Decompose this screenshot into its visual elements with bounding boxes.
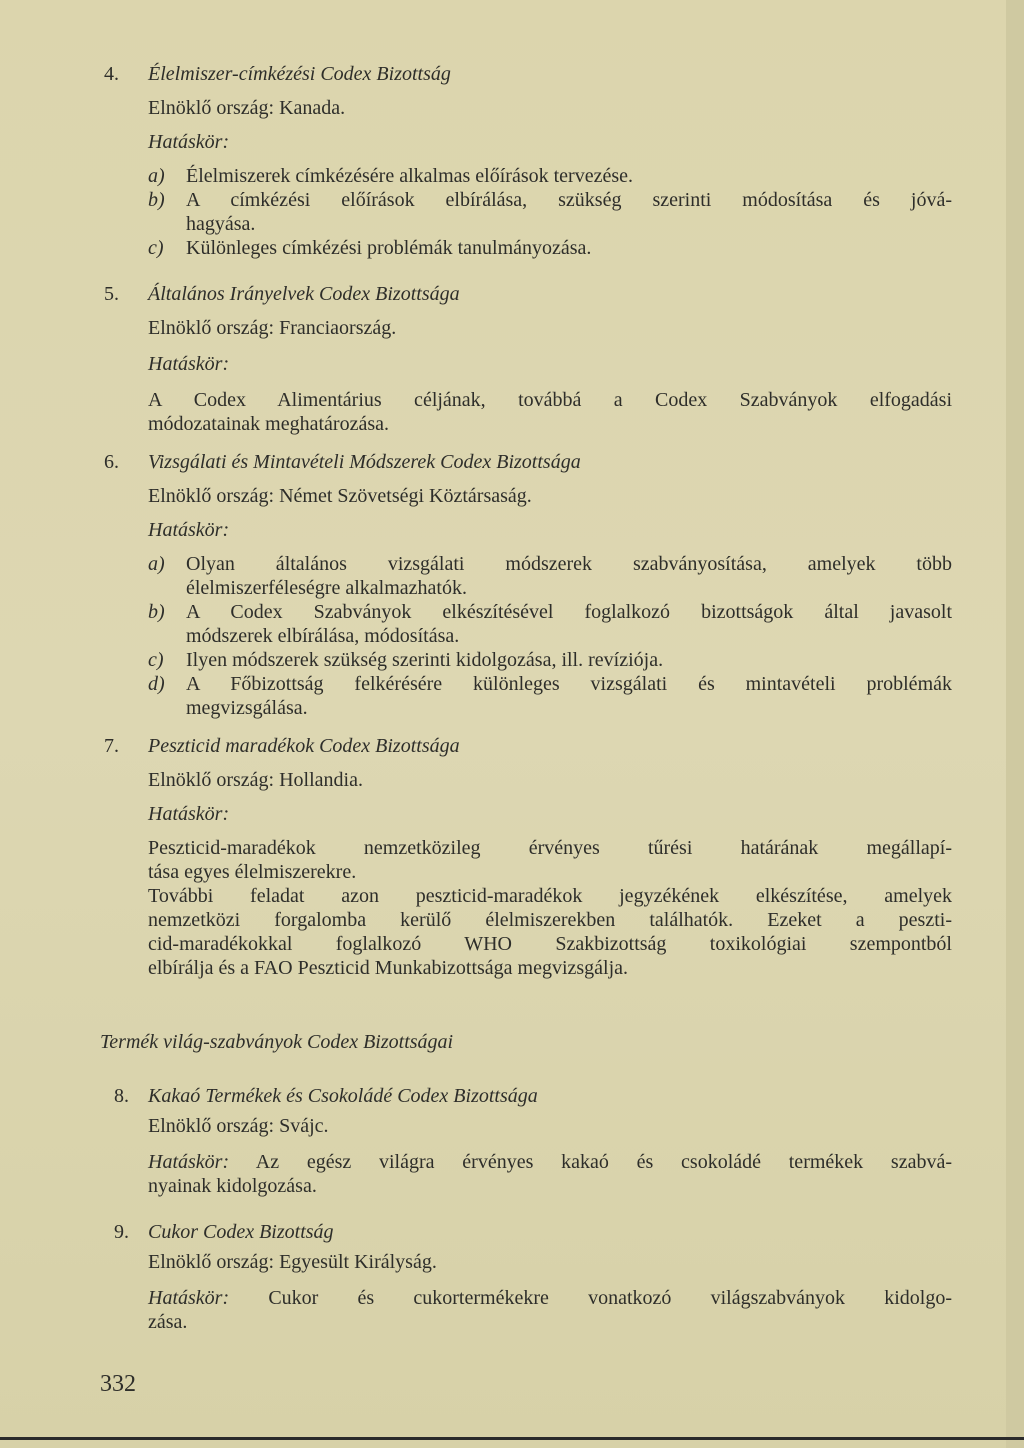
item-label: a) [148, 165, 165, 187]
item-text: A címkézési előírások elbírálása, szükség szerinti módosítása és jóvá- [186, 189, 952, 211]
committee-section-9 [100, 1220, 952, 1334]
section-number: 4. [104, 63, 119, 85]
scope-text: nyainak kidolgozása. [148, 1175, 317, 1197]
scope-label: Hatáskör: [148, 519, 230, 541]
item-label: c) [148, 649, 164, 671]
committee-title: Vizsgálati és Mintavételi Módszerek Codex Bizottsága [148, 451, 581, 473]
scope-text: elbírálja és a FAO Peszticid Munkabizottsága megvizsgálja. [148, 957, 629, 979]
scope-text [148, 1286, 952, 1310]
page-content [100, 62, 952, 1334]
scope-item-c [148, 648, 952, 672]
scope-item-a [148, 164, 952, 188]
section-number: 9. [114, 1221, 129, 1243]
page-number: 332 [100, 1371, 136, 1397]
bottom-rule [0, 1437, 1024, 1440]
scope-text: zása. [148, 1311, 188, 1333]
section-number: 6. [104, 451, 119, 473]
chair-country: Elnöklő ország: Német Szövetségi Köztársaság. [148, 485, 532, 507]
committee-section-7 [100, 734, 952, 980]
scope-text-inline: Az egész világra érvényes kakaó és csokoládé termékek szabvá- [229, 1151, 952, 1173]
scope-text: cid-maradékokkal foglalkozó WHO Szakbizottság toxikológiai szempontból [148, 933, 952, 955]
scope-item-c [148, 236, 952, 260]
committee-title: Általános Irányelvek Codex Bizottsága [148, 283, 460, 305]
item-text: Különleges címkézési problémák tanulmányozása. [186, 237, 592, 259]
item-label: b) [148, 601, 165, 623]
page-edge [1006, 0, 1024, 1448]
item-text: hagyása. [186, 213, 256, 235]
item-text: módszerek elbírálása, módosítása. [186, 625, 460, 647]
item-text: Olyan általános vizsgálati módszerek szabványosítása, amelyek több [186, 553, 952, 575]
scope-text: További feladat azon peszticid-maradékok jegyzékének elkészítése, amelyek [148, 885, 952, 907]
chair-country: Elnöklő ország: Svájc. [148, 1115, 329, 1137]
scope-item-b [148, 188, 952, 236]
item-text: Élelmiszerek címkézésére alkalmas előírások tervezése. [186, 165, 633, 187]
chair-country: Elnöklő ország: Egyesült Királyság. [148, 1251, 437, 1273]
scope-label: Hatáskör: [148, 353, 230, 375]
scope-text: módozatainak meghatározása. [148, 413, 389, 435]
scope-text: A Codex Alimentárius céljának, továbbá a Codex Szabványok elfogadási [148, 389, 952, 411]
item-text: megvizsgálása. [186, 697, 308, 719]
chair-country: Elnöklő ország: Kanada. [148, 97, 346, 119]
scope-label: Hatáskör: [148, 131, 230, 153]
committee-title: Peszticid maradékok Codex Bizottsága [148, 735, 460, 757]
scope-item-a [148, 552, 952, 600]
item-label: d) [148, 673, 165, 695]
committee-title: Kakaó Termékek és Csokoládé Codex Bizottsága [148, 1085, 538, 1107]
item-label: a) [148, 553, 165, 575]
chair-country: Elnöklő ország: Hollandia. [148, 769, 363, 791]
scope-label: Hatáskör: [148, 1151, 230, 1173]
scope-text [148, 1150, 952, 1174]
scope-item-d [148, 672, 952, 720]
section-number: 5. [104, 283, 119, 305]
item-label: b) [148, 189, 165, 211]
item-text: A Főbizottság felkérésére különleges vizsgálati és mintavételi problémák [186, 673, 952, 695]
committee-section-5 [100, 282, 952, 436]
committee-title: Cukor Codex Bizottság [148, 1221, 334, 1243]
scope-label: Hatáskör: [148, 803, 230, 825]
section-number: 8. [114, 1085, 129, 1107]
scope-item-b [148, 600, 952, 648]
scope-label: Hatáskör: [148, 1287, 230, 1309]
committee-title: Élelmiszer-címkézési Codex Bizottság [148, 63, 451, 85]
chair-country: Elnöklő ország: Franciaország. [148, 317, 397, 339]
committee-section-4 [100, 62, 952, 260]
subheading: Termék világ-szabványok Codex Bizottságai [100, 1031, 454, 1053]
scope-text: tása egyes élelmiszerekre. [148, 861, 357, 883]
section-number: 7. [104, 735, 119, 757]
scope-text: nemzetközi forgalomba kerülő élelmiszerekben találhatók. Ezeket a peszti- [148, 909, 952, 931]
committee-section-6 [100, 450, 952, 720]
item-text: élelmiszerféleségre alkalmazhatók. [186, 577, 467, 599]
item-text: Ilyen módszerek szükség szerinti kidolgozása, ill. revíziója. [186, 649, 664, 671]
item-text: A Codex Szabványok elkészítésével foglalkozó bizottságok által javasolt [186, 601, 952, 623]
item-label: c) [148, 237, 164, 259]
scope-text-inline: Cukor és cukortermékekre vonatkozó világszabványok kidolgo- [229, 1287, 952, 1309]
scope-text: Peszticid-maradékok nemzetközileg érvényes tűrési határának megállapí- [148, 837, 952, 859]
committee-section-8 [100, 1084, 952, 1198]
